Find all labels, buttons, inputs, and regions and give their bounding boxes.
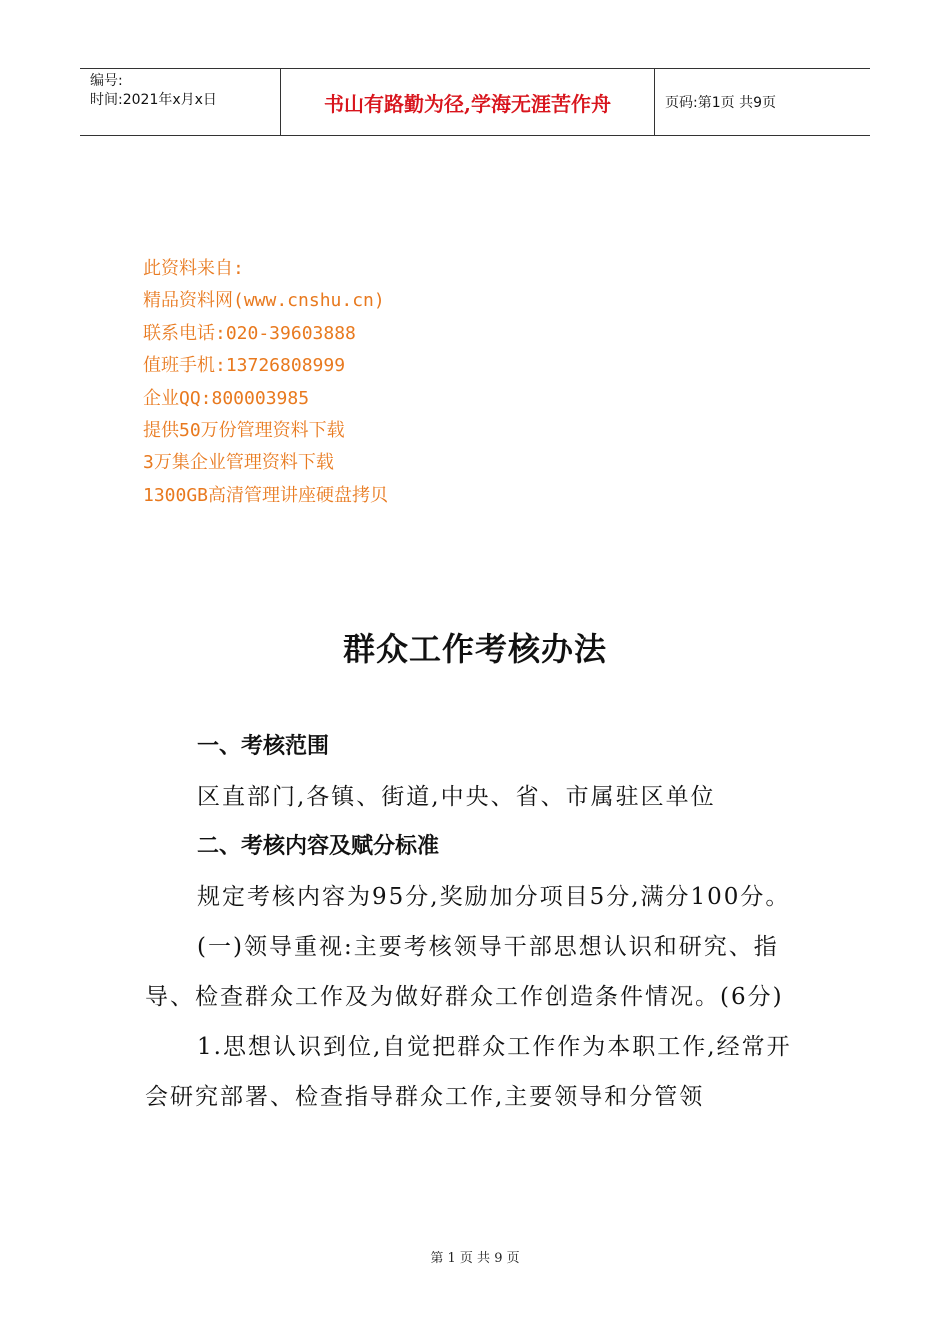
document-body <box>145 722 810 1122</box>
promo-block <box>143 253 388 512</box>
item1-1-text: 1.思想认识到位,自觉把群众工作作为本职工作,经常开会研究部署、检查指导群众工作,主要领导和分管领 <box>145 1034 792 1110</box>
promo-line: 企业QQ:800003985 <box>143 387 310 409</box>
item1-text: (一)领导重视:主要考核领导干部思想认识和研究、指导、检查群众工作及为做好群众工作创造条件情况。(6分) <box>145 934 784 1010</box>
page-header <box>80 68 870 136</box>
promo-line: 1300GB高清管理讲座硬盘拷贝 <box>143 484 389 506</box>
section1-heading: 一、考核范围 <box>197 734 330 759</box>
header-meta <box>80 69 281 135</box>
section2-heading: 二、考核内容及赋分标准 <box>197 834 440 859</box>
section1-text: 区直部门,各镇、街道,中央、省、市属驻区单位 <box>197 784 716 810</box>
promo-line: 联系电话:020-39603888 <box>143 322 356 344</box>
promo-line: 精品资料网(www.cnshu.cn) <box>143 290 385 312</box>
header-page-code: 页码:第1页 共9页 <box>665 95 776 111</box>
promo-line: 值班手机:13726808999 <box>143 355 346 377</box>
promo-line: 3万集企业管理资料下载 <box>143 452 334 474</box>
section2-text: 规定考核内容为95分,奖励加分项目5分,满分100分。 <box>197 884 791 910</box>
header-motto: 书山有路勤为径,学海无涯苦作舟 <box>281 69 655 135</box>
number-label: 编号: <box>90 73 123 89</box>
document-title: 群众工作考核办法 <box>342 630 607 668</box>
promo-line: 此资料来自: <box>143 258 244 279</box>
date-label: 时间:2021年x月x日 <box>90 92 217 108</box>
promo-line: 提供50万份管理资料下载 <box>143 420 345 442</box>
page-footer: 第 1 页 共 9 页 <box>430 1251 520 1266</box>
